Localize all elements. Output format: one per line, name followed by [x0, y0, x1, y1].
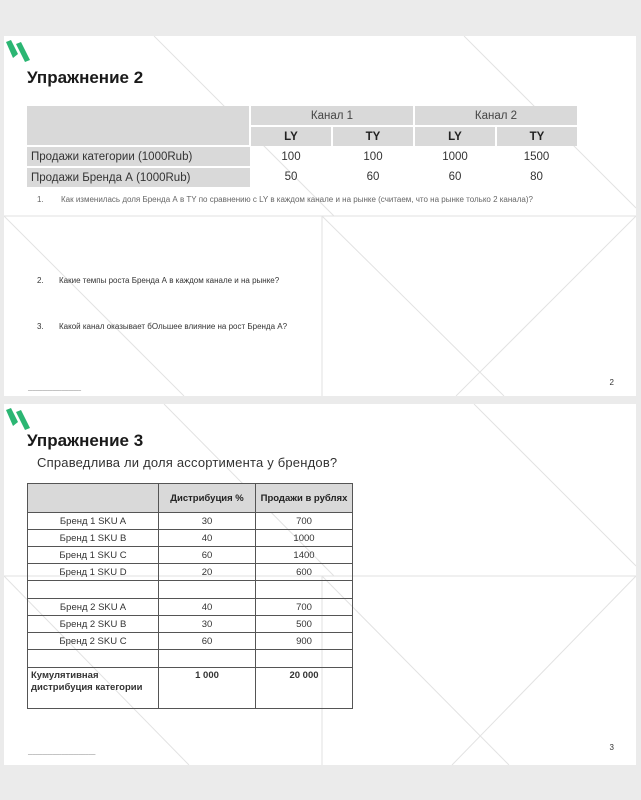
slide-exercise-2 [4, 36, 636, 396]
slide-number: 2 [609, 378, 614, 387]
sku-label: Бренд 2 SKU A [28, 599, 159, 616]
sales-value: 700 [256, 513, 353, 530]
copyright-text: ━━━━━━━━━━━━━━━━━━━━━━ [28, 388, 81, 393]
header-blank-cell [27, 106, 250, 146]
table-row [27, 146, 577, 167]
distribution-header: Дистрибуция % [159, 484, 256, 513]
table-cell: 100 [363, 150, 383, 163]
question-number: 1. [37, 195, 44, 204]
sales-value: 900 [256, 633, 353, 650]
table-cell: 80 [530, 171, 543, 183]
table-cell: 1000 [442, 150, 468, 163]
period-header: TY [332, 126, 414, 146]
table-cell: 100 [281, 150, 301, 163]
distribution-value: 30 [159, 513, 256, 530]
sku-label: Бренд 2 SKU C [28, 633, 159, 650]
table-row [28, 564, 353, 581]
table-cell: 50 [284, 171, 298, 183]
assortment-table [27, 483, 353, 709]
slide-subtitle: Справедлива ли доля ассортимента у брендов? [37, 455, 338, 470]
sales-value: 500 [256, 616, 353, 633]
row-label: Продажи Бренда А (1000Rub) [27, 167, 250, 187]
sku-label: Бренд 1 SKU C [28, 547, 159, 564]
table-row [27, 167, 577, 187]
table-spacer-row [28, 650, 353, 668]
table-row [28, 616, 353, 633]
decorative-lines [4, 36, 636, 396]
slide-exercise-3 [4, 404, 636, 765]
sku-label: Бренд 1 SKU D [28, 564, 159, 581]
sales-table [27, 106, 577, 187]
brand-logo-icon [6, 408, 34, 430]
question-1 [37, 194, 617, 205]
sku-label: Бренд 2 SKU B [28, 616, 159, 633]
question-text: Как изменилась доля Бренда А в TY по сравнению с LY в каждом канале и на рынке (считаем, что на рынке только 2 канала)? [61, 195, 533, 204]
table-cell: 60 [448, 171, 462, 183]
question-number: 3. [37, 322, 44, 331]
row-label: Продажи категории (1000Rub) [27, 146, 250, 167]
distribution-value: 30 [159, 616, 256, 633]
table-row [28, 530, 353, 547]
total-sales: 20 000 [256, 668, 353, 709]
period-header: LY [250, 126, 332, 146]
question-2 [37, 276, 279, 285]
sales-value: 600 [256, 564, 353, 581]
slide-number: 3 [609, 743, 614, 752]
copyright-text: ━━━━━━━━━━━━━━━━━━━━━━━━━━━━ [28, 752, 96, 757]
slide-title: Упражнение 2 [27, 68, 144, 87]
channel-2-header: Канал 2 [414, 106, 577, 126]
table-row [28, 599, 353, 616]
table-cell: 60 [366, 171, 380, 183]
period-header: TY [496, 126, 577, 146]
brand-logo-icon [6, 40, 34, 62]
question-text: Какой канал оказывает бОльшее влияние на рост Бренда А? [59, 322, 288, 331]
sales-value: 1400 [256, 547, 353, 564]
table-spacer-row [28, 581, 353, 599]
distribution-value: 40 [159, 530, 256, 547]
sales-value: 1000 [256, 530, 353, 547]
table-row [28, 513, 353, 530]
table-row [28, 633, 353, 650]
sales-value: 700 [256, 599, 353, 616]
distribution-value: 60 [159, 547, 256, 564]
distribution-value: 20 [159, 564, 256, 581]
table-row [28, 547, 353, 564]
question-3 [37, 322, 287, 331]
slide-title: Упражнение 3 [27, 431, 144, 450]
sku-label: Бренд 1 SKU A [28, 513, 159, 530]
period-header: LY [414, 126, 496, 146]
question-text: Какие темпы роста Бренда А в каждом канале и на рынке? [59, 276, 280, 285]
table-cell: 1500 [523, 150, 550, 163]
total-distribution: 1 000 [159, 668, 256, 709]
channel-1-header: Канал 1 [250, 106, 414, 126]
distribution-value: 40 [159, 599, 256, 616]
sales-header: Продажи в рублях [256, 484, 353, 513]
sku-label: Бренд 1 SKU B [28, 530, 159, 547]
total-label: Кумулятивная дистрибуция категории [28, 668, 159, 709]
question-number: 2. [37, 276, 44, 285]
total-row [28, 668, 353, 709]
header-blank-cell [28, 484, 159, 513]
distribution-value: 60 [159, 633, 256, 650]
